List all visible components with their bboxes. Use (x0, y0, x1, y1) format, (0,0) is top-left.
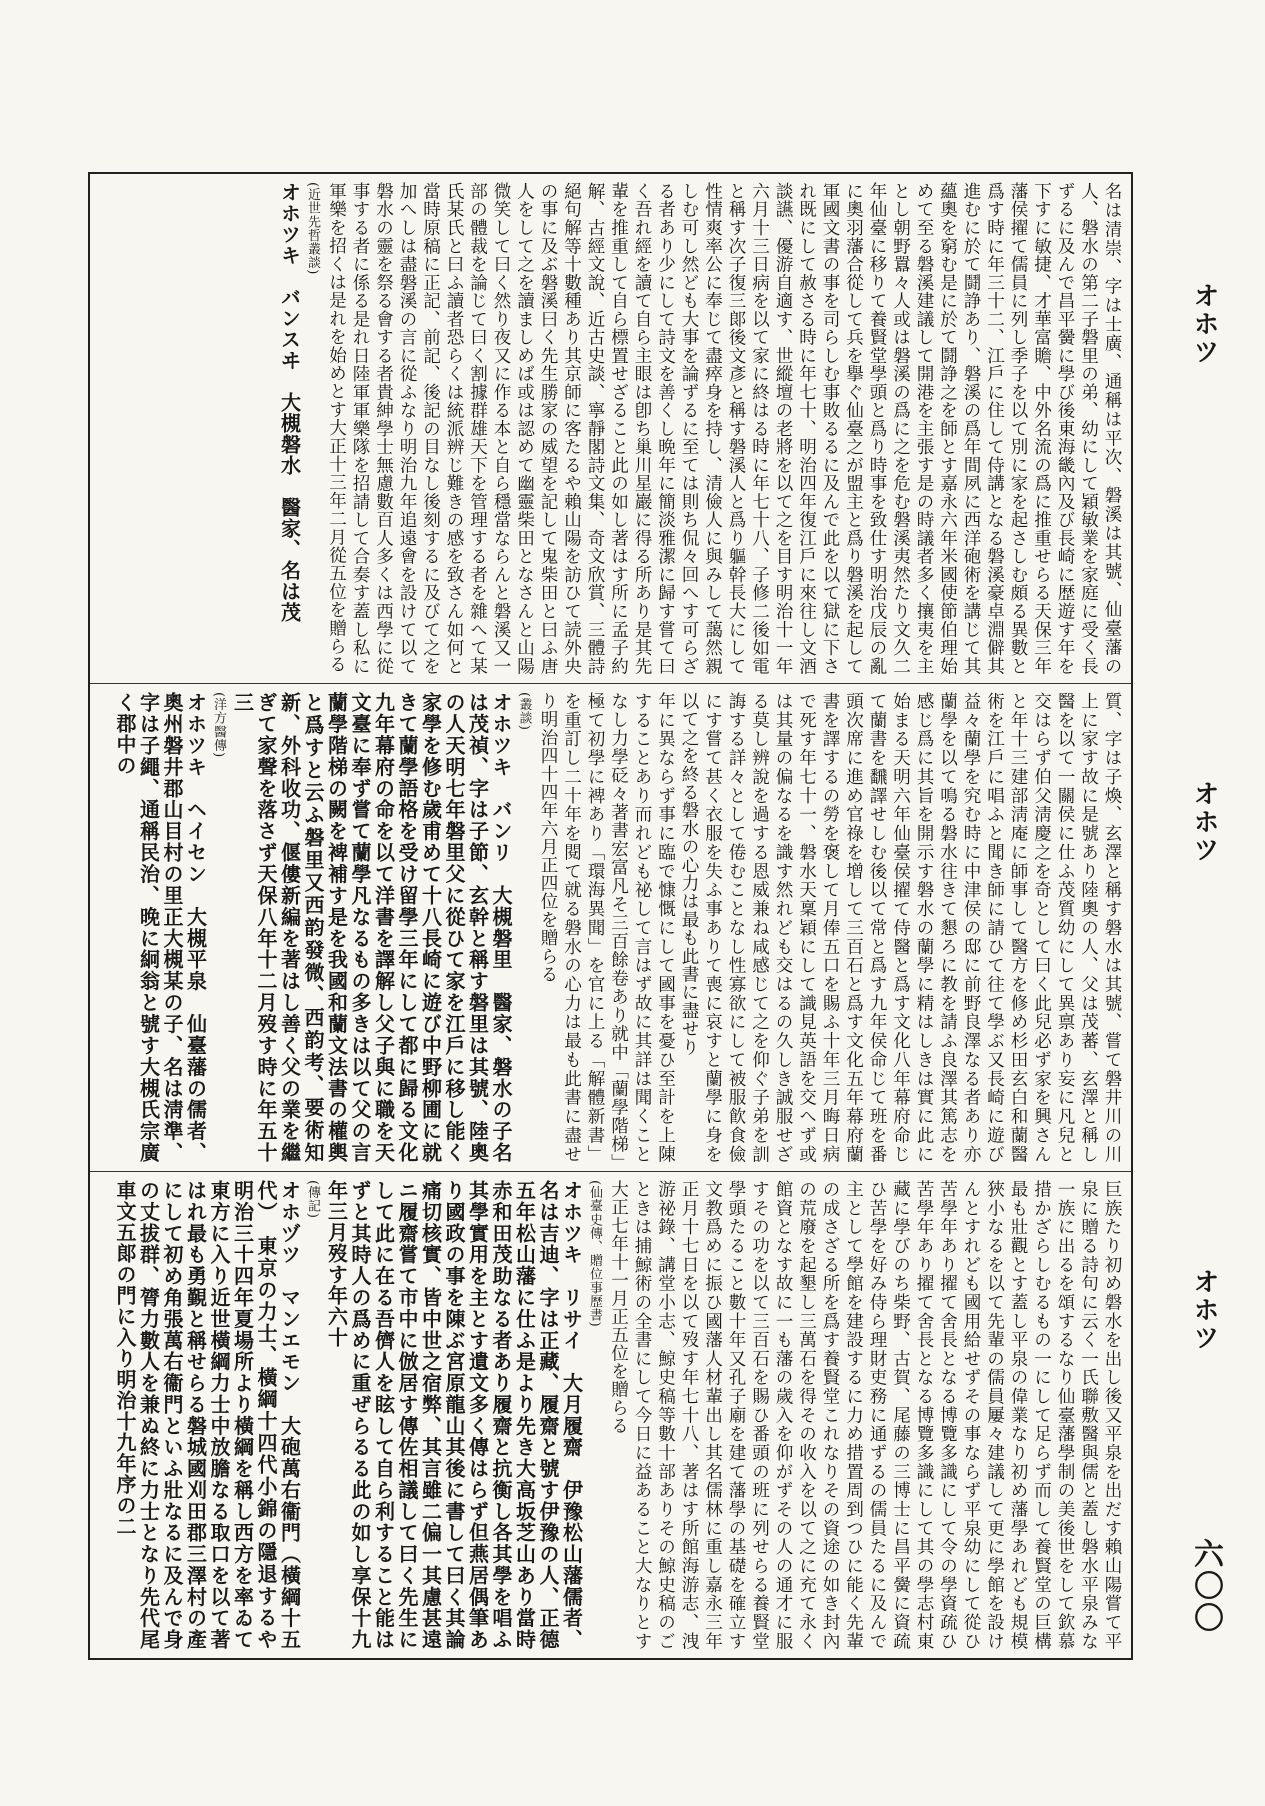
source-note: (近世先哲叢談) (305, 182, 320, 275)
page-frame (88, 172, 1133, 1660)
entry-text: 巨族たり初め磐水を出し後又平泉を出だす賴山陽嘗て平泉に贈る詩句に云く一氏聯敷醫與儒と蓋し磐水平泉みな一族に出るを頌するなり仙臺藩學制の美後世をして欽慕措かざらしむるもの一にして足らず而して養賢堂の巨構最も壯觀とす蓋し平泉の偉業なり初め藩學あれども規模狹小なるを以て先輩の儒員屢々建議して更に學館を設けんとすれども國用給せずその事ならず平泉幼にして從ひ苦學年あり擢て舍長となる博覽多識にして令の學資疏ひ苦學年あり擢て舍長となる博覽多識にして其の學志村東藏に學びのち柴野、古賀、尾藤の三博士に昌平黌に資疏ひ苦學を好み侍ら理財吏務に通ずるの儒員たるに及んで主として學館を建設するに力め措置周到つひに能く先輩の成さざる所を爲す養賢堂これなりその資途の如き封內の荒廢を起墾し三萬石を得その收入を以て之に充て永く館資となす故に一も藩の歲入を仰がずその人の通才に服すその功を以て三百石を賜ひ番頭の班に列せらる養賢堂學頭たること數十年又孔子廟を建て藩學の基礎を確立す文教爲めに振ひ國藩人材輩出し其名儒林に重し嘉永三年正月十七日を以て歿す年七十八、著はす所館海游志、洩游祕錄、講堂小志、鯨史稿等數十部ありその鯨史稿のごときは捕鯨術の全書にして今日に益あること大なりとす大正七年十一月正五位を贈らる (608, 1180, 1122, 1650)
vertical-text-columns (98, 1180, 1123, 1650)
entry-text: 質、字は子煥、玄澤と稱す磐水は其號、嘗て磐井川の川上に家す故に是號あり陸奧の人、父は茂蕃、玄澤と稱し醫を以て一關侯に仕ふ茂質幼にして異禀あり妄に凡兒と交はらず伯父淸慶之を奇として曰く此兒必ず家を興さんと年十三建部淸庵に師事して醫方を修め杉田玄白和蘭醫術を江戶に唱ふと聞き師に請ひて往て學ぶ又長崎に遊び益々蘭學を究む時に中津侯の邸に前野良澤なる者あり亦蘭學を以て鳴る磐水往きて懇ろに教を請ふ良澤其篤志を感じ爲に其旨を開示す磐水の蘭學に精はしきは實に此に始まる天明六年仙臺侯擢て侍醫と爲す文化八年幕府命じて蘭書を飜譯せしむ後以て常と爲す九年侯命じて班を番頭次席に進め官祿を增して三百石と爲す文化五年幕府蘭書を譯するの勞を褒して月俸五口を賜ふ十年三月晦日病で死す年七十一、磐水天稟穎にして識見英語を交へず或は其量の偏なるを識す然れども交はるの久しき誠服せざる莫し辨說を過する恩威兼ね咸感じて之を仰ぐ子弟を訓誨する詳々として倦むことなし性寡欲にして被服飮食儉にす嘗て甚く衣服を失ふ事ありて喪に哀すと蘭學に身を以て之を終る磐水の心力は最も此書に盡せり (679, 692, 1122, 1163)
text-band-bottom (90, 1172, 1131, 1658)
source-note: (洋方醫傳) (211, 692, 226, 758)
running-head-middle: オホツ (1189, 780, 1219, 864)
entry-heading: オホツキ バンリ 大槻磐里 醫家、磐水の子名は茂禎、字は子節、玄幹と稱す磐里は其號、陸奧の人天明七年磐里父に從ひて家を江戶に移し能く家學を修む歲甫めて十八長崎に遊び中野柳圃に就きて蘭學語格を受け留學三年にして都に歸る文化九年幕府の命を以て洋書を譯解し父子與に職を天文臺に奉ず嘗て蘭學凡なるもの多きは以て父の言蘭學階梯の闕を裨補す是を我國和蘭文法書の權輿と爲すと云ふ磐里又西韵發微、西韵考、要術知新、外科收功、偃僂新編を著はし善く父の業を繼ぎて家聲を落さず天保八年十二月歿す時に年五十三 (230, 692, 513, 1163)
source-note: (傳記) (305, 1180, 320, 1219)
running-head-top: オホツ (1189, 282, 1219, 366)
vertical-text-columns (98, 692, 1123, 1163)
text-band-middle (90, 684, 1131, 1172)
entry-heading: オホツキ バンスヰ 大槻磐水 醫家、名は茂 (277, 182, 302, 623)
entry-heading: オホヅツ マンエモン 大砲萬右衞門（橫綱十五代） 東京の力士、橫綱十四代小錦の隱退するや明治三十四年夏場所より橫綱を稱し西方を率ゐて東方に入り近世橫綱力士中放膽なる取口を以て著はれ最も勇覲と稱せらる磐城國刈田郡三澤村の產にして初め角張萬右衞門といふ壯なるに及んで身の丈拔群、膂力數人を兼ぬ終に力士となり先代尾車文五郞の門に入り明治十九年序の二 (113, 1180, 302, 1650)
entry-text: 名は清崇、字は士廣、通稱は平次、磐溪は其號、仙臺藩の人、磐水の第二子磐里の弟、幼にして穎敏業を家庭に受く長ずるに及んで昌平黌に學び後東海畿內及び長崎に歴遊す年を下すに敏捷、才華富贍、中外名流の爲に推重せらる天保三年藩侯擢て儒員に列し季子を以て別に家を起さしむ頗る異數と爲す時に年三十二、江戶に住して侍講となる磐溪豪卓淵僻其進むに於て鬪諍あり、磐溪の爲年間夙に西洋砲術を講じて其蘊奧を窮む是に於て鬪諍之を師とす嘉永六年米國使節伯理始めて至る磐溪建議して開港を主張す是の時議者多く攘夷を主とし朝野囂々人或は磐溪の爲に之を危む磐溪夷然たり文久二年仙臺に移りて養賢堂學頭と爲り時事を致仕す明治戊辰の亂に奧羽藩合從して兵を擧ぐ仙臺之が盟主と爲り磐溪を起して軍國文書の事を司らしむ事敗るるに及んで此を以て獄に下され既にして赦さる時に年七十、明治四年復江戶に來往し文酒談讌、優游自適す、世縱壇の老將を以て之を目す明治十一年六月十三日病を以て家に終はる時に年七十八、子修二後如電と稱す次子復三郞後文彥と稱す磐溪人と爲り軀幹長大にして性情爽率公に奉じて盡瘁身を持し、清儉人に與みして藹然親しむ可し然ども大事を論ずるに至ては則ち侃々回へす可らざる者あり少にして詩文を善くし晩年に簡淡雅潔に歸す嘗て曰く吾れ經を讀て自ら主眼は卽ち巢川星巖に得る所あり是其先輩を推重して自ら標置せざること此の如し著はす所に孟子約解、古經文說、近古史談、寧靜閣詩文集、奇文欣賞、三體詩絕句解等十數種あり其京師に客たるや賴山陽を訪ひて読外央の事に及ぶ磐溪曰く先生勝家の威望を記して鬼柴田と曰ふ唐人をして之を讀ましめば或は認めて幽靈柴田となさんと山陽微笑して曰く然り夜又に作る本と自ら穩當ならんと磐溪又一部の體裁を論じて曰く割據群雄天下を管理する者を雜へて某氏某氏と曰ふ讀者恐らくは統派辨じ難きの感を致さん如何と當時原稿に正記、前記、後記の目なし後刻するに及びて之を加へしは盡磐溪の言に從ふなり明治九年追遠會を設けて以て磐水の靈を祭る會する者貴紳學士無慮數百人多くは西學に從事する者に係る是れ日陸軍軍樂隊を招請して合奏す蓋し私に軍樂を招くは是れを始めとす大正十三年二月從五位を贈らる (326, 182, 1122, 675)
entry-heading: オホツキ ヘイセン 大槻平泉 仙臺藩の儒者、奧州磐井郡山目村の里正大槻某の子、名は淸準、字は子繩、通稱民治、晚に絅翁と號す大槻氏宗廣く郡中の (113, 692, 208, 1163)
source-note: (仙臺史傳、贈位事歷書) (587, 1180, 602, 1328)
text-band-top (90, 174, 1131, 684)
page-number: 六〇〇 (1188, 1538, 1223, 1634)
running-head-bottom: オホツ (1189, 1268, 1219, 1352)
source-note: (叢談) (516, 692, 532, 731)
entry-text: 年に異ならず事に臨で慷慨にして國事を憂ひ至計を上陳することあり而れども祕して言はず故に其詳は聞くことなし力學砭々著書宏富凡そ三百餘卷あり就中「蘭學階梯」極て初學に裨あり「環海異聞」を官に上る「解體新書」を重訂し二十年を閱て就る磐水の心力は最も此書に盡せり明治四十四年六月正四位を贈らる (538, 692, 676, 1163)
entry-heading: オホツキ リサイ 大月履齋 伊豫松山藩儒者、名は吉迪、字は正藏、履齋と號す伊豫の人、正德五年松山藩に仕ふ是より先き大高坂芝山あり當時赤和田茂助なる者あり履齋と抗衡し各其學を唱ふ其學實用を主とす遺文多く傳はらず但燕居偶筆あり國政の事を陳ぶ宮原龍山其後に書して曰く其論痛切核實、皆中世之宿弊、其言雖二偏一其慮甚遠ニ履齋嘗て市中に倣居す傳佐相議して曰く先生にして此に在る吾儕人を眩して自ら利すること能はずと其時人の爲めに重ぜらるる此の如し享保十九年三月歿す年六十 (324, 1180, 584, 1650)
vertical-text-columns (98, 182, 1123, 675)
